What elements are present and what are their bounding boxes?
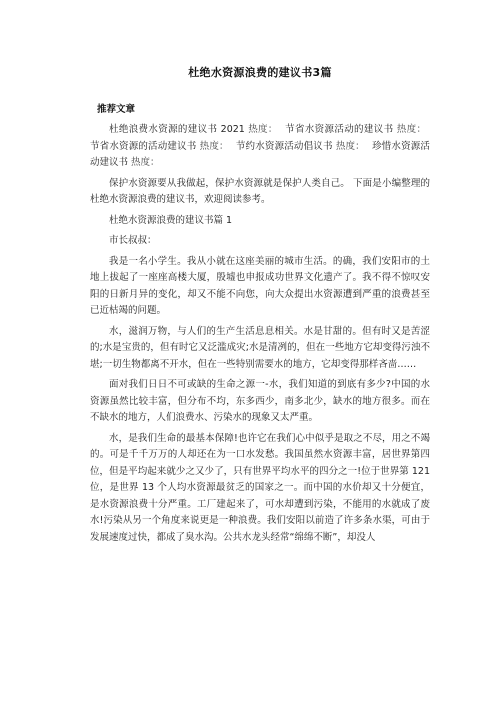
recommended-link[interactable]: 节约水资源活动倡议书 [235, 140, 333, 152]
heat-label: 热度： [131, 157, 160, 168]
recommended-link[interactable]: 珍惜水资源活动建议书 [90, 140, 430, 168]
recommended-link[interactable]: 节省水资源活动的建议书 [285, 124, 394, 135]
recommended-link[interactable]: 节省水资源的活动建议书 [90, 140, 197, 152]
intro-paragraph: 保护水资源要从我做起，保护水资源就是保护人类自己。 下面是小编整理的杜绝水资源浪费的建议书，欢迎阅读参考。 [90, 177, 430, 205]
heat-label: 热度： [335, 140, 365, 152]
recommended-list [90, 122, 430, 172]
heat-label: 热度： [248, 124, 278, 135]
heat-label: 热度： [396, 124, 426, 135]
page-title: 杜绝水资源浪费的建议书3篇 [188, 66, 332, 79]
body-paragraph: 水，是我们生命的最基本保障!也许它在我们心中似乎是取之不尽，用之不竭的。可是千千万万的人却还在为一口水发愁。我国虽然水资源丰富，居世界第四位，但是平均起来就少之又少了，只有世界平均水平的四分之一!位于世界第 121 位，是世界 13 个人均水资源最贫乏的国家之一。而中国的水价却又十分便宜，是水资源浪费十分严重。工厂建起来了，可水却遭到污染，不能用的水就成了废水!污染从另一个角度来说更是一种浪费。我们安阳以前造了许多条水渠，可由于发展速度过快，都成了臭水沟。公共水龙头经常“绵绵不断”，却没人 [90, 432, 430, 543]
salutation: 市长叔叔： [109, 235, 157, 246]
body-paragraph: 水，滋润万物，与人们的生产生活息息相关。水是甘甜的。但有时又是苦涩的;水是宝贵的，但有时它又泛滥成灾;水是清冽的，但在一些地方它却变得污浊不堪;一切生物都离不开水，但在一些特别需要水的地方，它却变得那样吝啬…… [90, 325, 430, 370]
section-title: 杜绝水资源浪费的建议书篇 1 [109, 214, 233, 226]
recommended-heading: 推荐文章 [97, 104, 136, 115]
heat-label: 热度： [199, 140, 229, 152]
recommended-link[interactable]: 杜绝浪费水资源的建议书 2021 [109, 124, 245, 135]
body-paragraph: 面对我们日日不可或缺的生命之源一-水，我们知道的到底有多少?中国的水资源虽然比较丰富，但分布不均，东多西少，南多北少，缺水的地方很多。而在不缺水的地方，人们浪费水、污染水的现象又太严重。 [90, 379, 430, 423]
body-paragraph: 我是一名小学生。我从小就在这座美丽的城市生活。的确，我们安阳市的土地上拔起了一座座高楼大厦，殷墟也申报成功世界文化遗产了。我不得不惊叹安阳的日新月异的变化，却又不能不向您，向大众提出水资源遭到严重的浪费甚至已近枯竭的问题。 [90, 255, 430, 316]
